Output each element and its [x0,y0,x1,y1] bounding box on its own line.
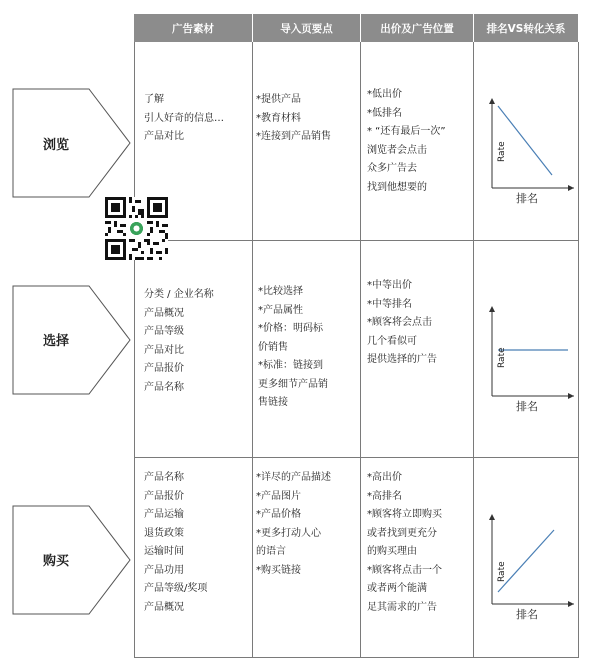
list-item: 的语言 [256,546,286,557]
list-item: 引人好奇的信息… [144,112,224,124]
grid-line [252,42,253,657]
stage-label: 选择 [43,334,70,349]
stage-label: 浏览 [43,138,70,153]
list-item: 产品名称 [144,472,184,483]
list-item: *更多打动人心 [256,527,321,539]
list-item: 找到他想要的 [367,181,427,193]
graph-x-label: 排名 [516,400,538,413]
arrow-up-icon [489,514,495,520]
grid-line [134,457,579,458]
graph-y-label: Rate [497,561,507,582]
list-item: 的购买理由 [367,546,417,557]
header-ad-material [134,14,252,42]
list-item: 产品名称 [144,381,184,393]
list-item: *标准：链接到 [258,360,323,371]
list-item: *顾客将立即购买 [367,509,442,520]
header-label: 出价及广告位置 [380,22,454,35]
grid-line [360,42,361,657]
list-item: 分类 / 企业名称 [144,289,214,300]
list-item: 产品等级 [144,326,184,337]
list-item: 更多细节产品销 [258,378,328,390]
list-item: *产品价格 [256,509,301,520]
list-item: 退货政策 [144,527,184,539]
grid-line [134,657,579,658]
graph-y-label: Rate [497,141,507,162]
list-item: *低出价 [367,89,402,100]
list-item: 产品概况 [144,601,184,613]
header-label: 导入页要点 [280,22,333,35]
list-item: 产品报价 [144,490,184,502]
grid-line [134,42,135,657]
chevron-shape [12,285,132,395]
list-item: *高排名 [367,490,402,502]
list-item: 众多广告去 [367,163,417,174]
graph-x-label: 排名 [516,192,538,205]
list-item: * “还有最后一次” [367,126,446,137]
rank-conversion-graph [476,512,576,624]
bid-position-cell [367,86,446,197]
landing-points-cell [258,283,328,413]
list-item: 提供选择的广告 [367,354,437,365]
arrow-right-icon [568,185,574,191]
materials-cell [144,469,207,617]
list-item: 或者两个能满 [367,583,427,594]
materials-cell [144,91,224,147]
list-item: *中等排名 [367,298,412,310]
rank-conversion-graph [476,304,576,416]
list-item: 浏览者会点击 [367,144,427,156]
stage-purchase [12,505,132,615]
qr-code-icon [105,197,168,260]
list-item: *高出价 [367,472,402,483]
arrow-up-icon [489,98,495,104]
list-item: *教育材料 [256,112,301,124]
arrow-right-icon [568,393,574,399]
list-item: *详尽的产品描述 [256,472,331,483]
landing-points-cell [256,91,331,147]
arrow-up-icon [489,306,495,312]
header-rank-conversion [474,14,578,42]
landing-points-cell [256,469,331,580]
header-label: 排名VS转化关系 [486,22,566,35]
list-item: *购买链接 [256,564,301,576]
grid-line [578,42,579,657]
list-item: 产品对比 [144,131,184,142]
list-item: 产品对比 [144,344,184,356]
list-item: 或者找到更充分 [367,527,437,539]
graph-x-label: 排名 [516,608,538,621]
header-landing-points [253,14,360,42]
arrow-right-icon [568,601,574,607]
list-item: 几个看似可 [367,335,417,347]
bid-position-cell [367,277,437,370]
list-item: *比较选择 [258,286,303,297]
list-item: 产品报价 [144,363,184,374]
list-item: *产品属性 [258,304,303,316]
list-item: *顾客将会点击 [367,317,432,328]
materials-cell [144,286,214,397]
list-item: *连接到产品销售 [256,131,331,142]
list-item: *提供产品 [256,94,301,105]
stage-select [12,285,132,395]
list-item: *产品图片 [256,490,301,502]
bid-position-cell [367,469,442,617]
stage-label: 购买 [43,554,70,569]
list-item: *顾客将点击一个 [367,564,442,576]
grid-line [134,240,579,241]
list-item: 足其需求的广告 [367,601,437,613]
list-item: 售链接 [258,397,288,408]
list-item: 产品等级/奖项 [144,583,208,594]
list-item: 运输时间 [144,546,184,557]
list-item: 了解 [144,94,164,105]
chevron-shape [12,88,132,198]
header-bid-position [361,14,473,42]
rank-conversion-graph [476,96,576,208]
list-item: *中等出价 [367,280,412,291]
grid-line [473,42,474,657]
chevron-shape [12,505,132,615]
list-item: *低排名 [367,107,402,119]
graph-y-label: Rate [497,347,507,368]
list-item: 产品概况 [144,307,184,319]
list-item: 价销售 [258,341,288,353]
header-label: 广告素材 [172,22,214,35]
list-item: 产品运输 [144,509,184,520]
list-item: *价格：明码标 [258,323,323,334]
stage-browse [12,88,132,198]
list-item: 产品功用 [144,564,184,576]
